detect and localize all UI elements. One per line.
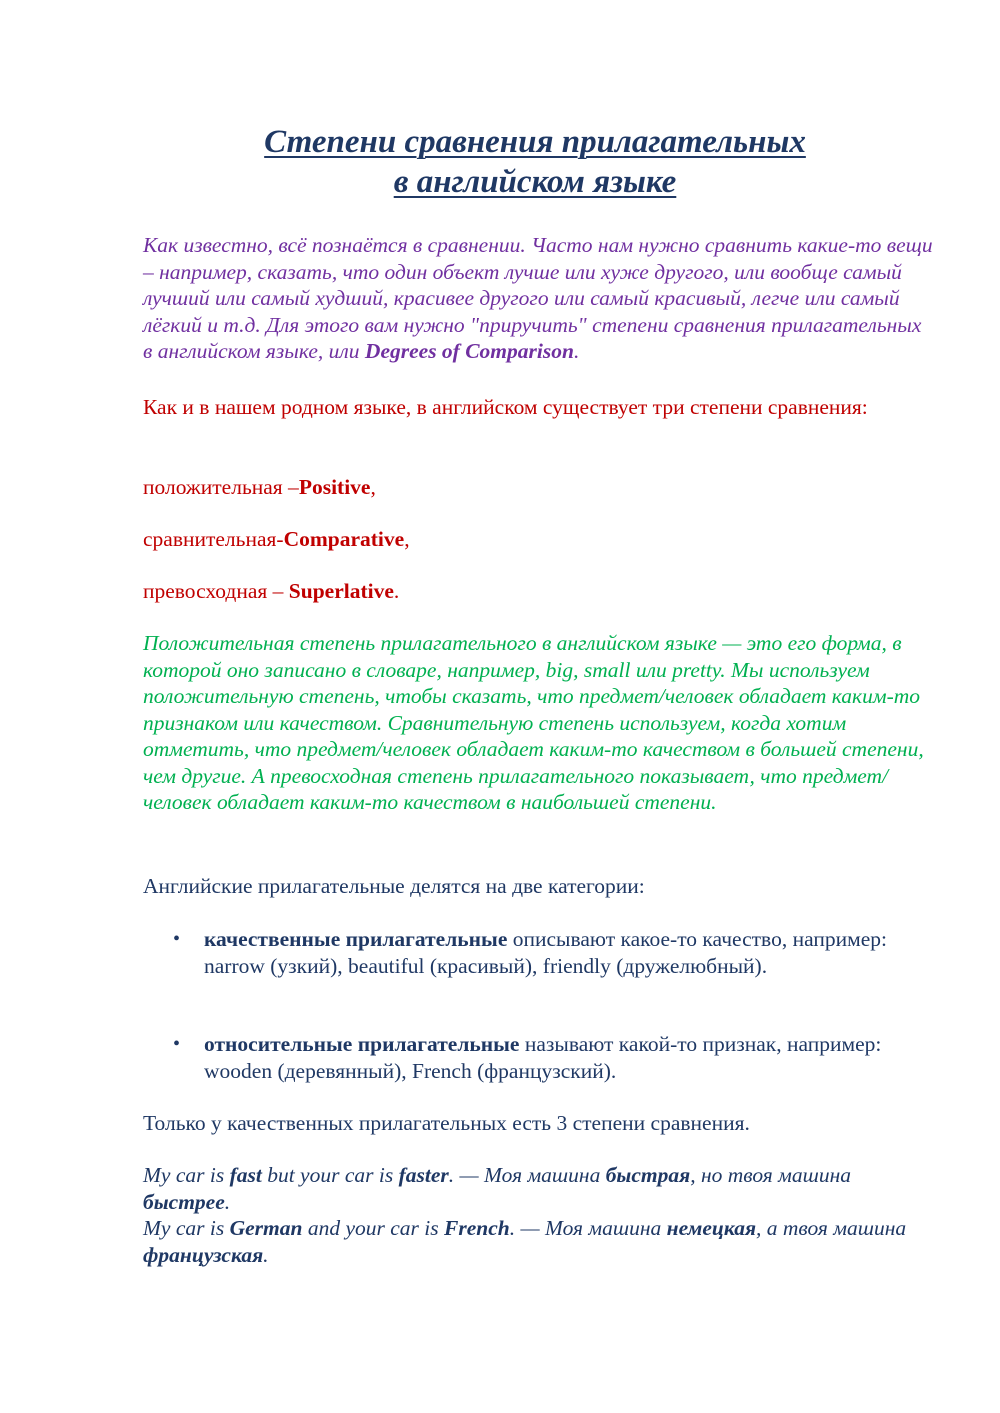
category-text: называют какой-то признак, например: wooden (деревянный), French (французский). — [204, 1032, 882, 1083]
category-term: относительные прилагательные — [204, 1032, 520, 1056]
degree-suffix: , — [370, 475, 376, 499]
degree-prefix: превосходная – — [143, 579, 289, 603]
example-1 — [143, 1162, 933, 1215]
example-text: . — [224, 1189, 231, 1214]
example-text: . — Моя машина — [448, 1163, 606, 1187]
categories-list-2 — [143, 1031, 933, 1084]
categories-intro: Английские прилагательные делятся на две категории: — [143, 874, 645, 898]
title-line-2: в английском языке — [393, 164, 677, 200]
example-bold: французская — [143, 1242, 264, 1267]
list-item — [143, 926, 933, 979]
example-text: My car is — [143, 1216, 230, 1240]
intro-text: Как известно, всё познаётся в сравнении. Часто нам нужно сравнить какие-то вещи – например, сказать, что один объект лучше или хуже другого, или вообще самый лучший или самый худший, красивее другого или самый красивый, легче или самый лёгкий и т.д. Для этого вам нужно "приручить" степени сравнения прилагательных в английском языке, или — [143, 233, 933, 363]
list-item — [143, 1031, 933, 1084]
example-2 — [143, 1215, 933, 1268]
intro-end: . — [573, 339, 580, 363]
degree-superlative — [143, 578, 933, 605]
example-text: . — [263, 1242, 269, 1267]
example-bold: faster — [398, 1163, 449, 1187]
three-degrees-paragraph: Как и в нашем родном языке, в английском существует три степени сравнения: — [143, 395, 868, 419]
degree-comparative — [143, 526, 933, 553]
example-text: , а твоя машина — [756, 1216, 907, 1240]
degree-suffix: . — [393, 579, 400, 603]
explanation-paragraph: Положительная степень прилагательного в английском языке — это его форма, в которой оно записано в словаре, например, big, small или pretty. Мы используем положительную степень, чтобы сказать, что предмет/человек обладает каким-то признаком или качеством. Сравнительную степень используем, когда хотим отметить, что предмет/человек обладает каким-то качеством в большей степени, чем другие. А превосходная степень прилагательного показывает, что предмет/человек обладает каким-то качеством в наибольшей степени. — [143, 631, 924, 814]
example-text: , но твоя машина — [690, 1163, 852, 1187]
example-bold: немецкая — [666, 1216, 757, 1240]
intro-term: Degrees of Comparison — [364, 339, 574, 363]
only-qualitative-paragraph: Только у качественных прилагательных есть 3 степени сравнения. — [143, 1111, 750, 1135]
example-text: My car is — [143, 1163, 230, 1187]
example-bold: French — [444, 1216, 510, 1240]
degree-term: Positive — [298, 475, 371, 499]
degree-term: Superlative — [288, 579, 394, 603]
degree-term: Comparative — [283, 527, 405, 551]
example-bold: fast — [229, 1163, 262, 1187]
categories-list — [143, 926, 933, 979]
bullet-icon: • — [173, 1033, 181, 1055]
degree-prefix: сравнительная- — [143, 527, 284, 551]
page-title — [0, 122, 1000, 202]
degree-positive — [143, 474, 933, 501]
title-line-1: Степени сравнения прилагательных — [264, 124, 806, 160]
example-bold: быстрая — [605, 1163, 691, 1187]
intro-paragraph — [143, 232, 933, 365]
example-text: but your car is — [261, 1163, 399, 1187]
example-text: and your car is — [302, 1216, 444, 1240]
example-bold: быстрее — [143, 1189, 225, 1214]
degree-prefix: положительная – — [143, 475, 299, 499]
category-text: описывают какое-то качество, например: narrow (узкий), beautiful (красивый), friendly (дружелюбный). — [204, 927, 887, 978]
example-text: . — Моя машина — [509, 1216, 667, 1240]
degree-suffix: , — [404, 527, 410, 551]
category-term: качественные прилагательные — [204, 927, 508, 951]
example-bold: German — [229, 1216, 303, 1240]
bullet-icon: • — [173, 928, 181, 950]
